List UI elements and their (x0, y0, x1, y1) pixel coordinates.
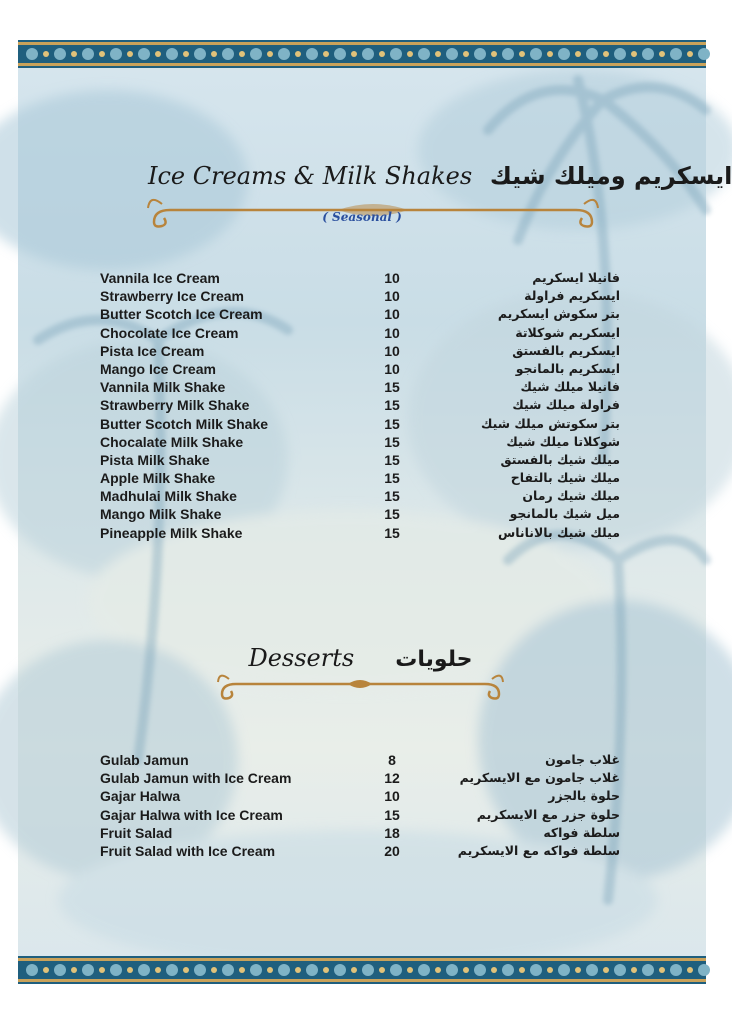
item-name-ar: بتر سكوتش ميلك شيك (480, 415, 620, 431)
item-price: 15 (384, 415, 400, 432)
menu-page (18, 40, 732, 984)
item-name-ar: ميلك شيك بالاناناس (497, 524, 620, 540)
item-name-ar: سلطة فواكه مع الايسكريم (457, 842, 620, 858)
item-name-ar: حلوة جزر مع الايسكريم (476, 806, 620, 822)
ice-cream-title-ar: ايسكريم وميلك شيك (489, 161, 732, 190)
item-name-en: Chocolate Ice Cream (100, 324, 239, 341)
menu-item-row (100, 769, 620, 787)
item-name-ar: غلاب جامون مع الايسكريم (459, 770, 620, 786)
menu-item-row (100, 751, 620, 769)
item-name-ar: ايسكريم شوكلاتة (515, 324, 620, 340)
item-name-ar: شوكلاتا ميلك شيك (506, 433, 620, 449)
item-name-ar: ميلك شيك بالفستق (500, 451, 620, 467)
menu-item-row (100, 451, 620, 469)
item-name-en: Apple Milk Shake (100, 470, 216, 487)
menu-item-row (100, 287, 620, 305)
menu-item-row (100, 415, 620, 433)
item-price: 15 (384, 451, 400, 468)
menu-item-row (100, 469, 620, 487)
item-name-ar: ميلك شيك بالتفاح (510, 470, 620, 486)
item-name-ar: بتر سكوش ايسكريم (497, 306, 620, 322)
item-name-en: Mango Milk Shake (100, 506, 222, 523)
item-price: 15 (384, 806, 400, 823)
item-name-en: Vannila Milk Shake (100, 379, 226, 396)
menu-item-row (100, 396, 620, 414)
item-price: 15 (384, 433, 400, 450)
gold-flourish-ornament (218, 674, 503, 702)
item-name-ar: سلطة فواكه (543, 824, 620, 840)
menu-item-row (100, 269, 620, 287)
item-name-en: Strawberry Milk Shake (100, 397, 250, 414)
bottom-ornament-border (18, 956, 706, 984)
item-name-ar: ايسكريم بالفستق (512, 342, 620, 358)
item-price: 20 (384, 842, 400, 859)
menu-item-row (100, 342, 620, 360)
desserts-menu-list (100, 751, 620, 860)
item-price: 12 (384, 770, 400, 787)
item-name-en: Gulab Jamun (100, 752, 189, 768)
item-price: 10 (384, 360, 400, 377)
item-price: 15 (384, 506, 400, 523)
menu-item-row (100, 360, 620, 378)
item-price: 10 (384, 288, 400, 305)
item-name-en: Fruit Salad with Ice Cream (100, 842, 276, 859)
item-name-en: Pista Ice Cream (100, 342, 205, 359)
top-ornament-border (18, 40, 706, 68)
item-name-en: Madhulai Milk Shake (100, 488, 237, 505)
seasonal-subtitle: ( Seasonal ) (322, 210, 402, 224)
item-name-en: Pista Milk Shake (100, 451, 210, 468)
item-name-en: Fruit Salad (100, 824, 173, 841)
item-price: 10 (384, 270, 400, 286)
item-name-en: Strawberry Ice Cream (100, 288, 244, 305)
item-name-en: Vannila Ice Cream (100, 270, 220, 286)
item-name-en: Gajar Halwa (100, 788, 181, 805)
desserts-title (218, 644, 503, 672)
item-name-en: Gajar Halwa with Ice Cream (100, 806, 283, 823)
item-price: 15 (384, 379, 400, 396)
item-name-ar: حلوة بالجزر (548, 788, 620, 804)
item-price: 10 (384, 342, 400, 359)
menu-item-row (100, 787, 620, 805)
item-name-ar: ميلك شيك رمان (522, 488, 620, 504)
item-name-ar: فانيلا ايسكريم (532, 270, 620, 285)
menu-item-row (100, 505, 620, 523)
desserts-title-en: Desserts (248, 644, 355, 672)
menu-item-row (100, 842, 620, 860)
item-price: 18 (384, 824, 400, 841)
item-name-en: Butter Scotch Ice Cream (100, 306, 263, 323)
item-price: 8 (388, 752, 396, 768)
menu-item-row (100, 524, 620, 542)
menu-item-row (100, 305, 620, 323)
menu-item-row (100, 378, 620, 396)
menu-item-row (100, 806, 620, 824)
desserts-title-ar: حلويات (395, 647, 473, 672)
item-name-en: Chocalate Milk Shake (100, 433, 244, 450)
item-price: 10 (384, 324, 400, 341)
item-name-en: Mango Ice Cream (100, 360, 216, 377)
menu-item-row (100, 824, 620, 842)
item-name-en: Pineapple Milk Shake (100, 524, 243, 541)
menu-item-row (100, 487, 620, 505)
ice-cream-title-en: Ice Creams & Milk Shakes (148, 161, 473, 190)
item-price: 15 (384, 524, 400, 541)
item-price: 15 (384, 397, 400, 414)
desserts-header (218, 640, 503, 702)
item-price: 10 (384, 306, 400, 323)
item-name-ar: فانيلا ميلك شيك (520, 379, 620, 395)
item-name-ar: ايسكريم بالمانجو (515, 360, 620, 376)
item-name-ar: ميل شيك بالمانجو (509, 506, 620, 522)
item-name-ar: ايسكريم فراولة (524, 288, 620, 304)
item-name-ar: غلاب جامون (545, 752, 620, 767)
item-price: 15 (384, 488, 400, 505)
item-name-en: Butter Scotch Milk Shake (100, 415, 269, 432)
item-name-ar: فراولة ميلك شيك (512, 397, 620, 413)
item-name-en: Gulab Jamun with Ice Cream (100, 770, 292, 787)
item-price: 15 (384, 470, 400, 487)
ice-cream-title (148, 160, 732, 190)
item-price: 10 (384, 788, 400, 805)
menu-item-row (100, 324, 620, 342)
menu-item-row (100, 433, 620, 451)
ice-cream-menu-list (100, 269, 620, 542)
